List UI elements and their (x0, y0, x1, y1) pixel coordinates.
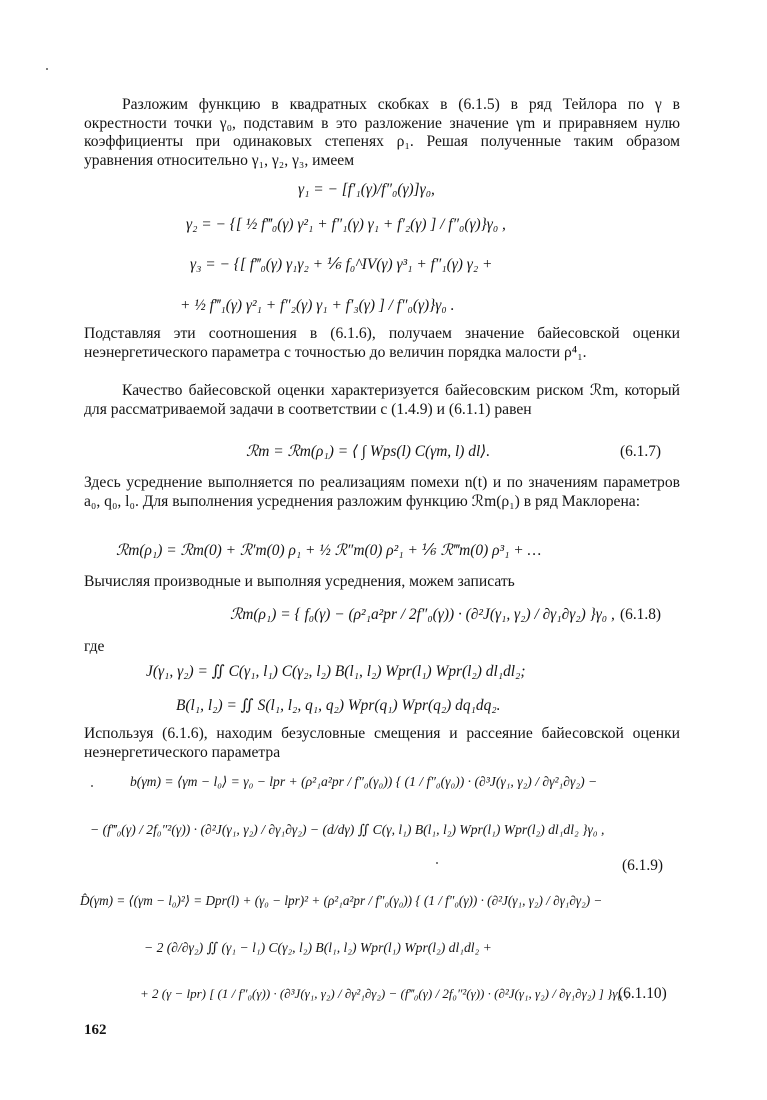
equation-dispersion-line2: − 2 (∂/∂γ₂) ∬ (γ₁ − l₁) C(γ₂, l₂) B(l₁, l₂) Wpr(l₁) Wpr(l₂) dl₁dl₂ + (144, 940, 492, 955)
equation-dispersion-line1: D̂(γm) = ⟨(γm − l₀)²⟩ = Dpr(l) + (γ₀ − lpr)² + (ρ²₁a²pr / f″₀(γ₀)) { (1 / f″₀(γ)) · (∂²J(γ₁, γ₂) / ∂γ₁∂γ₂) − (80, 893, 603, 908)
equation-dispersion-line3: + 2 (γ − lpr) [ (1 / f″₀(γ)) · (∂³J(γ₁, γ₂) / ∂γ²₁∂γ₂) − (f‴₀(γ) / 2f₀″²(γ)) · (∂²J(γ₁, γ₂) / ∂γ₁∂γ₂) ] }γ₀ , (140, 986, 629, 1001)
paragraph-taylor-expansion: Разложим функцию в квадратных скобках в (6.1.5) в ряд Тейлора по γ в окрестности точки γ₀, подставим в это разложение значение γm и приравняем нулю коэффициенты при одинаковых степенях ρ₁. Решая полученные таким образом уравнения относительно γ₁, γ₂, γ₃, имеем (84, 96, 680, 169)
equation-J-definition: J(γ₁, γ₂) = ∬ C(γ₁, l₁) C(γ₂, l₂) B(l₁, l₂) Wpr(l₁) Wpr(l₂) dl₁dl₂; (146, 663, 526, 680)
equation-bias-line2: − (f‴₀(γ) / 2f₀″²(γ)) · (∂²J(γ₁, γ₂) / ∂γ₁∂γ₂) − (d/dγ) ∬ C(γ, l₁) B(l₁, l₂) Wpr(l₁) Wpr(l₂) dl₁dl₂ }γ₀ , (90, 822, 605, 837)
paragraph-substitution: Подставляя эти соотношения в (6.1.6), получаем значение байесовской оценки неэнергетического параметра с точностью до величин порядка малости ρ⁴₁. (84, 325, 680, 361)
paragraph-bias-dispersion: Используя (6.1.6), находим безусловные смещения и рассеяние байесовской оценки неэнергетического параметра (84, 725, 680, 761)
equation-number-6-1-10: (6.1.10) (618, 985, 667, 1002)
paragraph-averaging: Здесь усреднение выполняется по реализациям помехи n(t) и по значениям параметров a₀, q₀, l₀. Для выполнения усреднения разложим функцию ℛm(ρ₁) в ряд Маклорена: (84, 474, 680, 510)
equation-gamma3-line2: + ½ f‴₁(γ) γ²₁ + f″₂(γ) γ₁ + f′₃(γ) ] / f″₀(γ)}γ₀ . (180, 297, 455, 314)
scan-speck (436, 862, 438, 864)
equation-risk-result: ℛm(ρ₁) = { f₀(γ) − (ρ²₁a²pr / 2f″₀(γ)) · (∂²J(γ₁, γ₂) / ∂γ₁∂γ₂) }γ₀ , (230, 606, 615, 623)
paragraph-where: где (84, 638, 105, 655)
page-number: 162 (84, 1022, 107, 1038)
scan-speck (46, 68, 48, 70)
equation-number-6-1-8: (6.1.8) (620, 606, 662, 623)
equation-gamma3-line1: γ₃ = − {[ f‴₀(γ) γ₁γ₂ + ⅙ f₀^IV(γ) γ³₁ + f″₁(γ) γ₂ + (190, 256, 493, 273)
equation-number-6-1-9: (6.1.9) (622, 857, 664, 874)
equation-maclaurin: ℛm(ρ₁) = ℛm(0) + ℛ′m(0) ρ₁ + ½ ℛ″m(0) ρ²₁ + ⅙ ℛ‴m(0) ρ³₁ + … (116, 542, 542, 559)
scan-speck (91, 785, 93, 787)
paragraph-bayes-risk: Качество байесовской оценки характеризуется байесовским риском ℛm, который для рассматриваемой задачи в соответствии с (1.4.9) и (6.1.1) равен (84, 382, 680, 418)
equation-gamma2: γ₂ = − {[ ½ f‴₀(γ) γ²₁ + f″₁(γ) γ₁ + f′₂(γ) ] / f″₀(γ)}γ₀ , (186, 216, 506, 233)
paragraph-derivatives: Вычисляя производные и выполняя усреднения, можем записать (84, 573, 515, 590)
equation-number-6-1-7: (6.1.7) (620, 443, 662, 460)
equation-bias-line1: b(γm) = ⟨γm − l₀⟩ = γ₀ − lpr + (ρ²₁a²pr / f″₀(γ₀)) { (1 / f″₀(γ₀)) · (∂³J(γ₁, γ₂) / ∂γ²₁∂γ₂) − (130, 774, 598, 789)
equation-B-definition: B(l₁, l₂) = ∬ S(l₁, l₂, q₁, q₂) Wpr(q₁) Wpr(q₂) dq₁dq₂. (176, 697, 501, 714)
equation-gamma1: γ₁ = − [f′₁(γ)/f″₀(γ)]γ₀, (298, 181, 435, 198)
equation-risk: ℛm = ℛm(ρ₁) = ⟨ ∫ Wps(l) C(γm, l) dl⟩. (246, 443, 491, 460)
